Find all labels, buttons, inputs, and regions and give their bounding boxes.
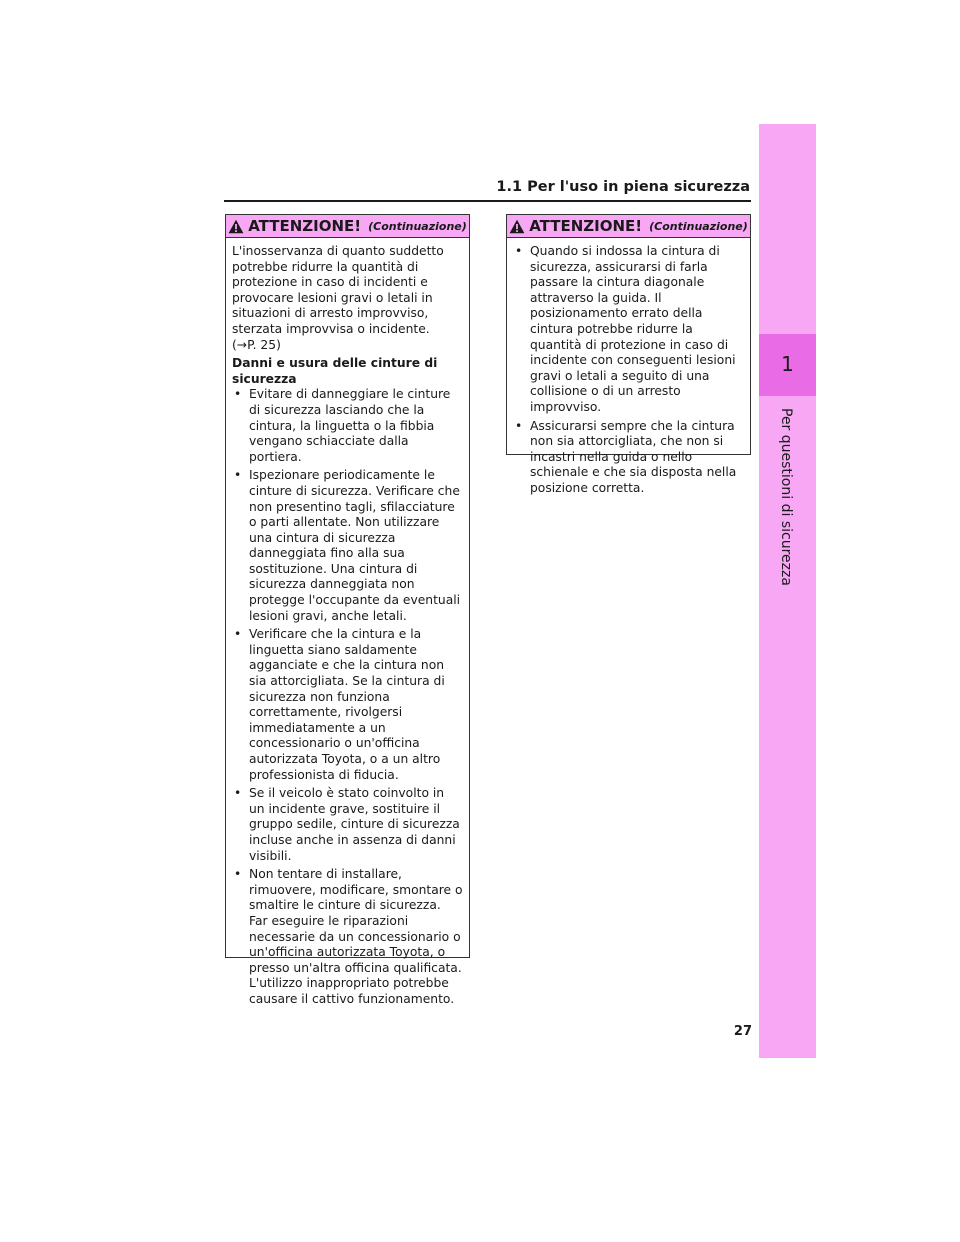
list-item: • Non tentare di installare, rimuovere, modificare, smontare o smaltire le cinture di sicurezza. Far eseguire le riparazioni necessarie da un concessionario o un'officina autorizzata Toyota, o presso un'altra officina qualificata. L'utilizzo inappropriato potrebbe causare il cattivo funzionamento. bbox=[234, 867, 463, 1006]
page-reference: (→P. 25) bbox=[232, 337, 281, 352]
warning-triangle-icon bbox=[509, 219, 525, 234]
warning-triangle-icon bbox=[228, 219, 244, 234]
warning-intro: L'inosservanza di quanto suddetto potrebbe ridurre la quantità di protezione in caso di incidenti e provocare lesioni gravi o letali in situazioni di arresto improvviso, sterzata improvvisa o incidente. bbox=[232, 244, 444, 336]
list-item: • Quando si indossa la cintura di sicurezza, assicurarsi di farla passare la cintura diagonale attraverso la guida. Il posizionamento errato della cintura potrebbe ridurre la quantità di protezione in caso di incidente con conseguenti lesioni gravi o letali a seguito di una collisione o di un arresto improvviso. bbox=[515, 244, 736, 414]
warning-title: ATTENZIONE! bbox=[529, 217, 643, 235]
chapter-number: 1 bbox=[781, 352, 794, 376]
page-number: 27 bbox=[733, 1024, 752, 1039]
list-item: • Se il veicolo è stato coinvolto in un incidente grave, sostituire il gruppo sedile, cinture di sicurezza incluse anche in assenza di danni visibili. bbox=[234, 786, 460, 863]
list-item: • Assicurarsi sempre che la cintura non sia attorcigliata, che non si incastri nella guida o nello schienale e che sia disposta nella posizione corretta. bbox=[515, 418, 737, 495]
warning-subheading: Danni e usura delle cinture di sicurezza bbox=[232, 356, 438, 386]
list-item: • Verificare che la cintura e la linguetta siano saldamente agganciate e che la cintura non sia attorcigliata. Se la cintura di sicurezza non funziona correttamente, rivolgersi immediatamente a un concessionario o un'officina autorizzata Toyota, o a un altro professionista di fiducia. bbox=[234, 627, 445, 782]
warning-title: ATTENZIONE! bbox=[248, 217, 362, 235]
warning-subtitle: (Continuazione) bbox=[368, 219, 467, 233]
list-item: • Ispezionare periodicamente le cinture di sicurezza. Verificare che non presentino tagli, sfilacciature o parti allentate. Non utilizzare una cintura di sicurezza danneggiata fino alla sua sostituzione. Una cintura di sicurezza danneggiata non protegge l'occupante da eventuali lesioni gravi, anche letali. bbox=[234, 468, 461, 623]
warning-box-header bbox=[226, 215, 469, 238]
chapter-label: Per questioni di sicurezza bbox=[778, 408, 794, 586]
warning-subtitle: (Continuazione) bbox=[649, 219, 748, 233]
header-rule bbox=[224, 200, 751, 202]
list-item: • Evitare di danneggiare le cinture di sicurezza lasciando che la cintura, la linguetta o la fibbia vengano schiacciate dalla portiera. bbox=[234, 387, 451, 464]
section-title: 1.1 Per l'uso in piena sicurezza bbox=[496, 179, 750, 195]
chapter-tab bbox=[759, 124, 816, 1058]
warning-box-header bbox=[507, 215, 750, 238]
warning-box-left bbox=[225, 214, 470, 1006]
warning-box-right bbox=[506, 214, 751, 495]
